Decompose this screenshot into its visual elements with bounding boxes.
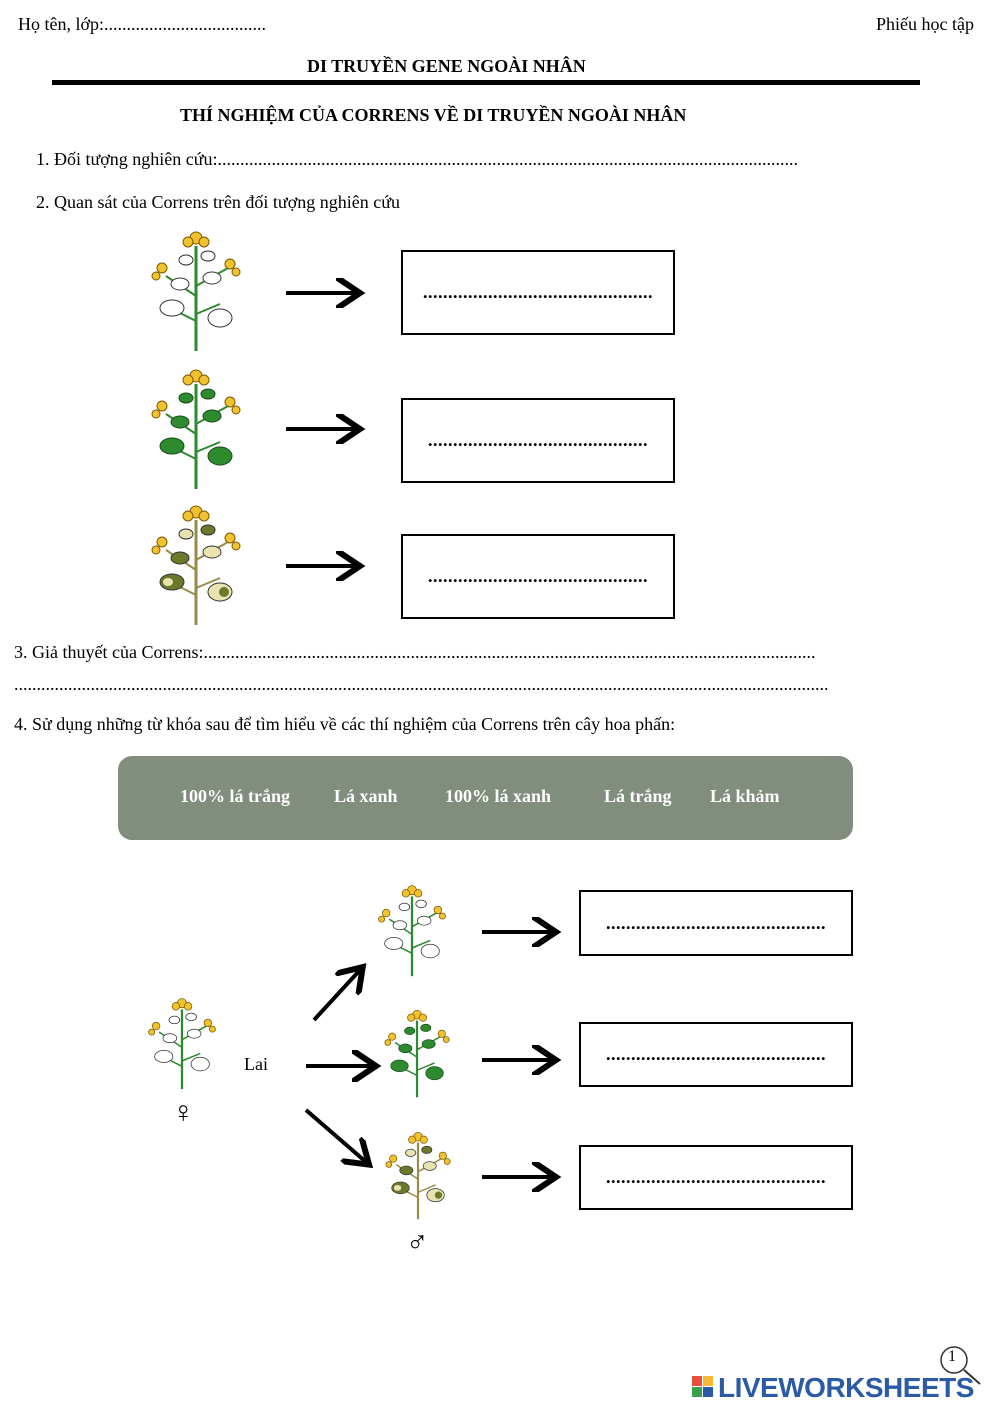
question-2: 2. Quan sát của Correns trên đối tượng nghiên cứu [36,192,400,212]
green-leaf-plant-image [146,364,246,490]
arrow-right-icon [282,414,366,444]
answer-box-green-leaf[interactable]: ............................................ [401,398,675,483]
title-divider [52,80,920,85]
white-leaf-plant-image [146,226,246,352]
answer-box-mosaic-leaf[interactable]: ............................................ [401,534,675,619]
keyword-item[interactable]: Lá khảm [710,786,780,806]
arrow-right-icon [478,1162,562,1192]
male-parent-mosaic-plant-image [380,1128,456,1220]
offspring-green-plant-image [380,1006,454,1098]
arrow-right-icon [478,917,562,947]
sheet-type-label: Phiếu học tập [876,14,974,34]
mosaic-leaf-plant-image [146,500,246,626]
liveworksheets-logo-icon [692,1376,714,1398]
female-symbol: ♀ [172,1096,195,1129]
arrow-right-icon [282,278,366,308]
cross-answer-box-3[interactable]: ............................................ [579,1145,853,1210]
arrow-up-right-icon [314,970,360,1020]
keyword-item[interactable]: Lá xanh [334,786,398,806]
offspring-white-plant-image [374,880,450,978]
keyword-item[interactable]: Lá trắng [604,786,672,806]
arrow-down-right-icon [306,1110,366,1162]
question-1: 1. Đối tượng nghiên cứu:................................................................................................................................. [36,149,799,169]
female-parent-plant-image [144,994,220,1090]
male-symbol: ♂ [406,1226,429,1259]
keyword-item[interactable]: 100% lá trắng [180,786,290,806]
cross-label: Lai [244,1054,268,1074]
cross-answer-box-1[interactable]: ............................................ [579,890,853,956]
cross-answer-box-2[interactable]: ............................................ [579,1022,853,1087]
page-title: DI TRUYỀN GENE NGOÀI NHÂN [307,56,586,76]
question-3-answer-line: ..................................................................................................................................................................................... [14,674,829,694]
question-3: 3. Giả thuyết của Correns:........................................................................................................................................ [14,642,816,662]
page-number: 1 [948,1348,956,1365]
arrow-right-icon [282,551,366,581]
liveworksheets-brand[interactable]: LIVEWORKSHEETS [718,1372,974,1403]
answer-box-white-leaf[interactable]: .............................................. [401,250,675,335]
question-4: 4. Sử dụng những từ khóa sau để tìm hiểu về các thí nghiệm của Correns trên cây hoa phấn: [14,714,676,734]
name-class-line: Họ tên, lớp:.................................... [18,14,267,34]
keyword-item[interactable]: 100% lá xanh [445,786,552,806]
arrow-right-icon [478,1045,562,1075]
worksheet-subtitle: THÍ NGHIỆM CỦA CORRENS VỀ DI TRUYỀN NGOÀI NHÂN [180,105,687,125]
